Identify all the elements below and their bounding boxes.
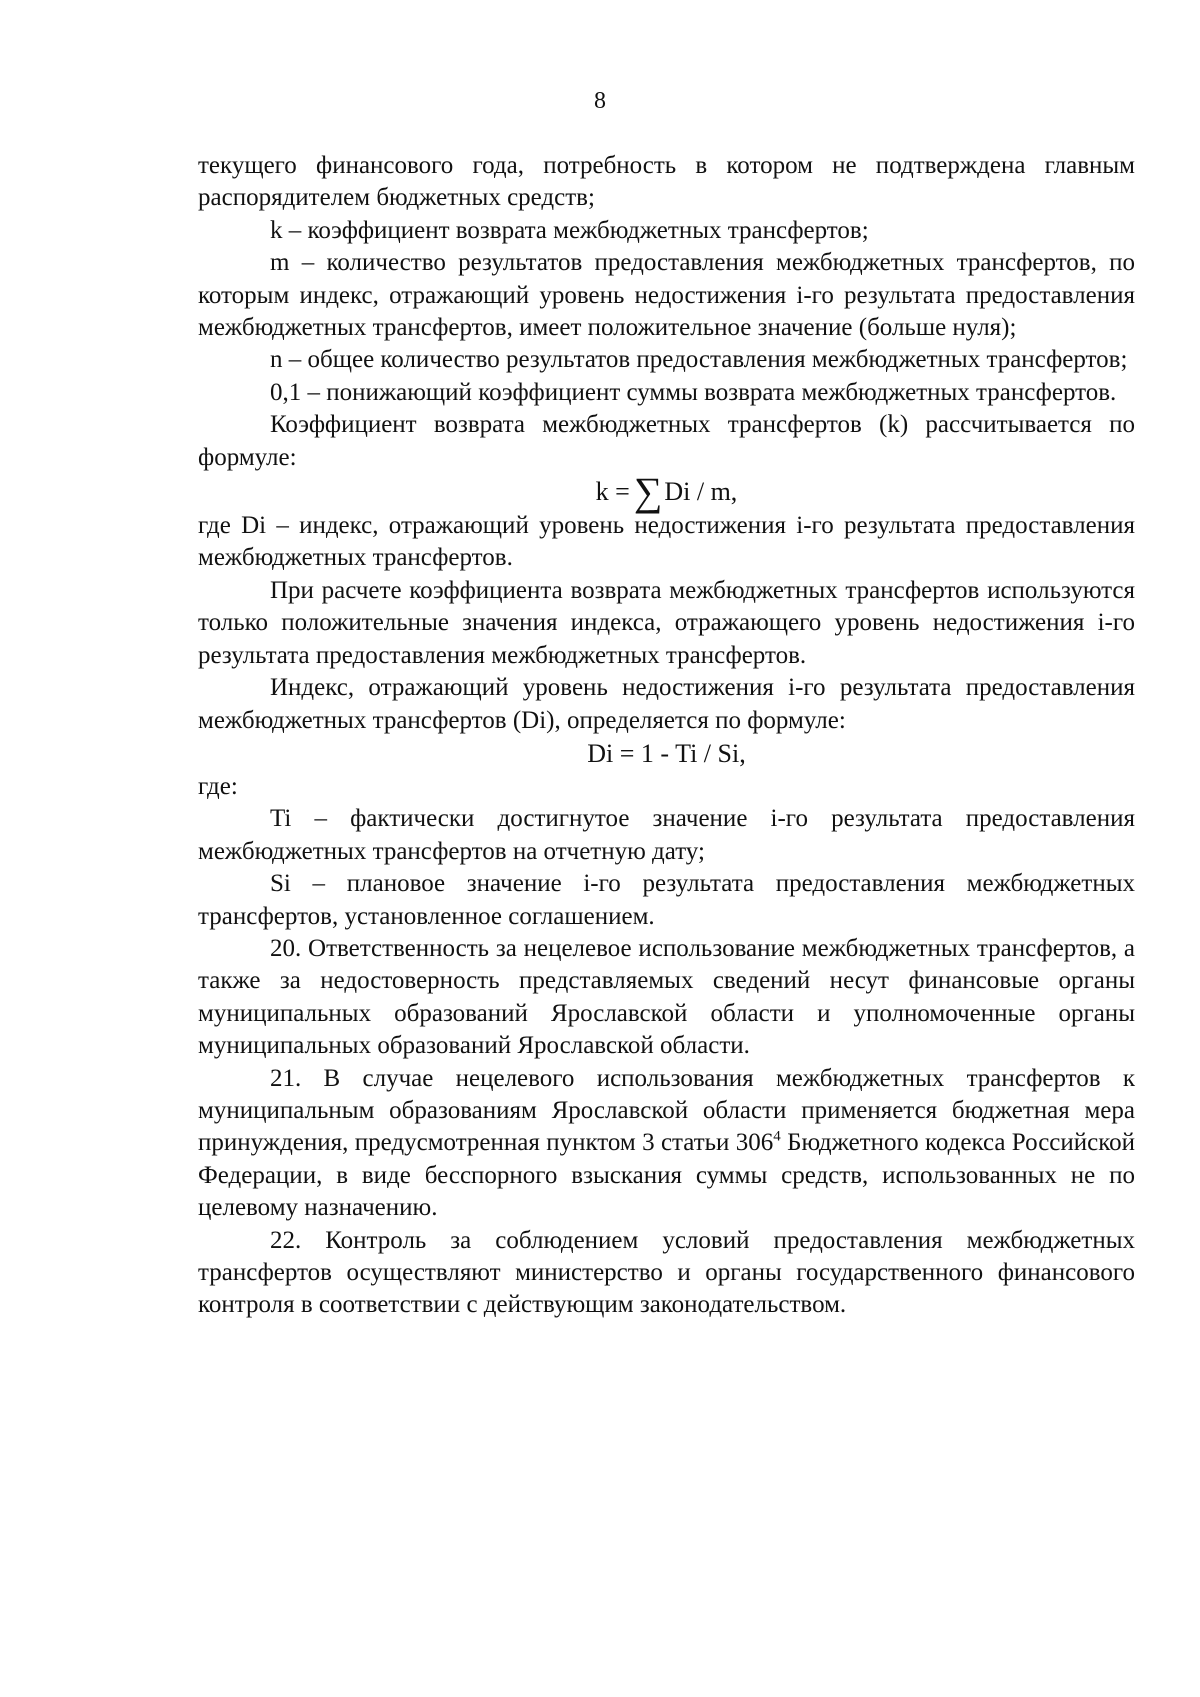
where-label: где: xyxy=(198,772,238,800)
formula-k xyxy=(198,469,1135,515)
formula-k-left: k = xyxy=(595,477,630,507)
clause-21-text: 21. В случае нецелевого использования межбюджетных трансфертов к муниципальным образованиям Ярославской области применяется бюджетная мера принуждения, предусмотренная пунктом 3 статьи 306 xyxy=(198,1064,1135,1157)
paragraph-di-formula-intro: Индекс, отражающий уровень недостижения i-го результата предоставления межбюджетных трансфертов (Di), определяется по формуле: xyxy=(198,674,1135,734)
definition-n: n – общее количество результатов предоставления межбюджетных трансфертов; xyxy=(270,346,1128,374)
paragraph-positive-values: При расчете коэффициента возврата межбюджетных трансфертов используются только положительные значения индекса, отражающего уровень недостижения i-го результата предоставления межбюджетных трансфертов. xyxy=(198,576,1135,669)
document-body xyxy=(198,150,1135,1322)
sum-sign: ∑ xyxy=(633,469,663,515)
definition-m: m – количество результатов предоставления межбюджетных трансфертов, по которым индекс, отражающий уровень недостижения i-го результата предоставления межбюджетных трансфертов, имеет положительное значение (больше нуля); xyxy=(198,249,1135,342)
definition-si: Si – плановое значение i-го результата предоставления межбюджетных трансфертов, установленное соглашением. xyxy=(198,870,1135,930)
formula-k-right: Di / m, xyxy=(664,477,738,507)
definition-coefficient: 0,1 – понижающий коэффициент суммы возврата межбюджетных трансфертов. xyxy=(270,378,1117,406)
paragraph-k-formula-intro: Коэффициент возврата межбюджетных трансфертов (k) рассчитывается по формуле: xyxy=(198,411,1135,471)
formula-di: Di = 1 - Ti / Si, xyxy=(587,738,746,768)
page-number: 8 xyxy=(594,88,606,114)
clause-21-superscript: 4 xyxy=(773,1129,781,1146)
definition-di: где Di – индекс, отражающий уровень недостижения i-го результата предоставления межбюджетных трансфертов. xyxy=(198,512,1135,572)
clause-21 xyxy=(198,1063,1135,1225)
clause-22: 22. Контроль за соблюдением условий предоставления межбюджетных трансфертов осуществляют министерство и органы государственного финансового контроля в соответствии с действующим законодательством. xyxy=(198,1226,1135,1319)
definition-ti: Ti – фактически достигнутое значение i-го результата предоставления межбюджетных трансфертов на отчетную дату; xyxy=(198,805,1135,865)
paragraph-continuation: текущего финансового года, потребность в котором не подтверждена главным распорядителем бюджетных средств; xyxy=(198,152,1135,212)
clause-21-text-end: Бюджетного кодекса Российской Федерации, в виде бесспорного взыскания суммы средств, использованных не по целевому назначению. xyxy=(198,1129,1136,1222)
definition-k: k – коэффициент возврата межбюджетных трансфертов; xyxy=(270,216,869,244)
clause-20: 20. Ответственность за нецелевое использование межбюджетных трансфертов, а также за недостоверность представляемых сведений несут финансовые органы муниципальных образований Ярославской области и уполномоченные органы муниципальных образований Ярославской области. xyxy=(198,934,1135,1060)
